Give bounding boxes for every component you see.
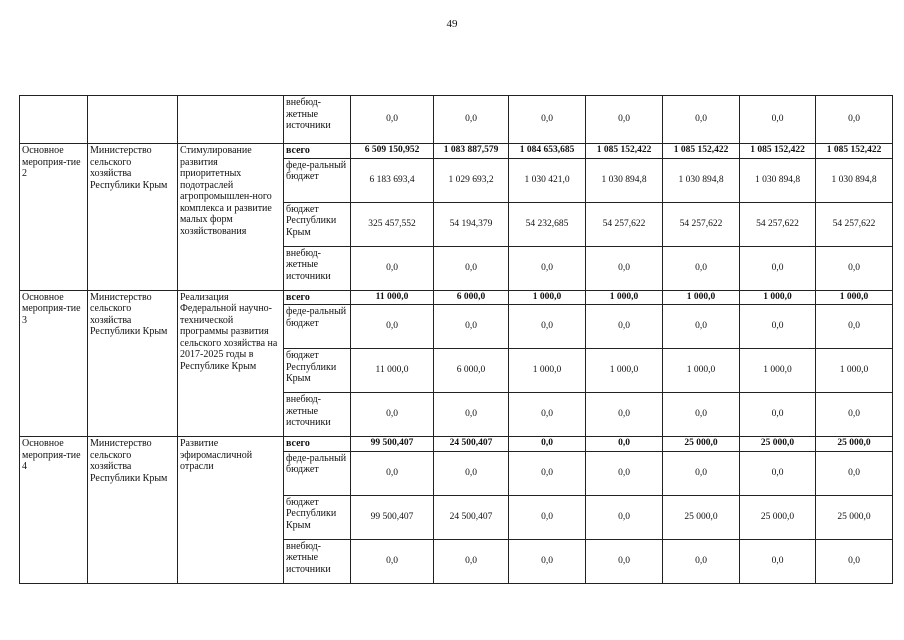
amount-cell: 6 183 693,4: [351, 158, 434, 202]
amount-cell: 1 030 894,8: [816, 158, 893, 202]
activity-name-cell: Развитие эфиромасличной отрасли: [178, 437, 284, 584]
funding-source-cell: бюджет Республики Крым: [284, 202, 351, 246]
funding-source-cell: бюджет Республики Крым: [284, 349, 351, 393]
amount-cell: 1 000,0: [509, 290, 586, 305]
amount-cell: 1 083 887,579: [434, 144, 509, 159]
amount-cell: 0,0: [351, 96, 434, 144]
amount-cell: 0,0: [663, 96, 740, 144]
amount-cell: 11 000,0: [351, 290, 434, 305]
amount-cell: 1 000,0: [586, 349, 663, 393]
funding-source-cell: феде-ральный бюджет: [284, 158, 351, 202]
amount-cell: 24 500,407: [434, 495, 509, 539]
amount-cell: 1 000,0: [663, 349, 740, 393]
amount-cell: 0,0: [509, 305, 586, 349]
funding-source-cell: внебюд-жетные источники: [284, 539, 351, 583]
amount-cell: 0,0: [816, 96, 893, 144]
amount-cell: 1 030 894,8: [663, 158, 740, 202]
amount-cell: 6 000,0: [434, 349, 509, 393]
funding-source-cell: всего: [284, 144, 351, 159]
amount-cell: 54 194,379: [434, 202, 509, 246]
amount-cell: 54 257,622: [816, 202, 893, 246]
amount-cell: 0,0: [434, 305, 509, 349]
amount-cell: 1 000,0: [586, 290, 663, 305]
amount-cell: 0,0: [816, 539, 893, 583]
amount-cell: 0,0: [509, 437, 586, 452]
event-cell: Основное мероприя-тие 4: [20, 437, 88, 584]
amount-cell: 0,0: [586, 451, 663, 495]
amount-cell: 0,0: [586, 393, 663, 437]
amount-cell: 0,0: [351, 451, 434, 495]
amount-cell: 0,0: [434, 96, 509, 144]
funding-source-cell: внебюд-жетные источники: [284, 246, 351, 290]
amount-cell: 25 000,0: [740, 495, 816, 539]
amount-cell: 0,0: [586, 539, 663, 583]
amount-cell: 24 500,407: [434, 437, 509, 452]
amount-cell: 1 000,0: [740, 349, 816, 393]
activity-name-cell: Реализация Федеральной научно-технической программы развития сельского хозяйства на 2017-2025 годы в Республике Крым: [178, 290, 284, 437]
amount-cell: 0,0: [509, 495, 586, 539]
event-cell: Основное мероприя-тие 3: [20, 290, 88, 437]
amount-cell: 1 030 894,8: [586, 158, 663, 202]
amount-cell: 0,0: [586, 437, 663, 452]
amount-cell: 54 257,622: [586, 202, 663, 246]
amount-cell: 0,0: [816, 246, 893, 290]
table-row-total: [20, 290, 893, 305]
amount-cell: 25 000,0: [816, 495, 893, 539]
table-row: [20, 96, 893, 144]
amount-cell: 0,0: [434, 246, 509, 290]
amount-cell: 0,0: [509, 246, 586, 290]
funding-source-cell: внебюд-жетные источники: [284, 393, 351, 437]
amount-cell: 1 029 693,2: [434, 158, 509, 202]
executor-cell: Министерство сельского хозяйства Республики Крым: [88, 437, 178, 584]
amount-cell: 0,0: [740, 393, 816, 437]
amount-cell: 1 030 894,8: [740, 158, 816, 202]
funding-source-cell: бюджет Республики Крым: [284, 495, 351, 539]
executor-cell: Министерство сельского хозяйства Республики Крым: [88, 290, 178, 437]
amount-cell: 0,0: [663, 451, 740, 495]
amount-cell: 1 000,0: [816, 349, 893, 393]
amount-cell: 0,0: [663, 246, 740, 290]
amount-cell: 0,0: [740, 246, 816, 290]
amount-cell: 1 084 653,685: [509, 144, 586, 159]
amount-cell: 25 000,0: [740, 437, 816, 452]
amount-cell: 0,0: [351, 246, 434, 290]
amount-cell: 0,0: [509, 96, 586, 144]
amount-cell: 0,0: [663, 305, 740, 349]
amount-cell: 1 000,0: [663, 290, 740, 305]
amount-cell: 0,0: [509, 393, 586, 437]
amount-cell: 0,0: [586, 246, 663, 290]
amount-cell: 0,0: [509, 539, 586, 583]
amount-cell: 1 085 152,422: [663, 144, 740, 159]
amount-cell: 0,0: [434, 451, 509, 495]
amount-cell: 0,0: [509, 451, 586, 495]
amount-cell: 11 000,0: [351, 349, 434, 393]
amount-cell: 0,0: [740, 539, 816, 583]
amount-cell: 25 000,0: [663, 437, 740, 452]
amount-cell: 0,0: [586, 495, 663, 539]
executor-cell: Министерство сельского хозяйства Республики Крым: [88, 144, 178, 291]
event-cell: Основное мероприя-тие 2: [20, 144, 88, 291]
page-number: 49: [446, 18, 458, 30]
amount-cell: 0,0: [740, 451, 816, 495]
funding-source-cell: всего: [284, 290, 351, 305]
table-row-total: [20, 144, 893, 159]
amount-cell: 1 000,0: [509, 349, 586, 393]
executor-cell: [88, 96, 178, 144]
amount-cell: 99 500,407: [351, 437, 434, 452]
funding-source-cell: феде-ральный бюджет: [284, 451, 351, 495]
table-row-total: [20, 437, 893, 452]
amount-cell: 1 085 152,422: [586, 144, 663, 159]
amount-cell: 54 257,622: [740, 202, 816, 246]
amount-cell: 0,0: [434, 393, 509, 437]
amount-cell: 99 500,407: [351, 495, 434, 539]
amount-cell: 1 085 152,422: [816, 144, 893, 159]
budget-table: [19, 95, 893, 584]
amount-cell: 0,0: [434, 539, 509, 583]
activity-name-cell: [178, 96, 284, 144]
amount-cell: 1 000,0: [740, 290, 816, 305]
amount-cell: 1 085 152,422: [740, 144, 816, 159]
funding-source-cell: всего: [284, 437, 351, 452]
amount-cell: 0,0: [586, 305, 663, 349]
funding-source-cell: внебюд-жетные источники: [284, 96, 351, 144]
amount-cell: 1 000,0: [816, 290, 893, 305]
amount-cell: 6 000,0: [434, 290, 509, 305]
amount-cell: 0,0: [663, 393, 740, 437]
amount-cell: 54 257,622: [663, 202, 740, 246]
amount-cell: 0,0: [816, 393, 893, 437]
amount-cell: 325 457,552: [351, 202, 434, 246]
amount-cell: 0,0: [586, 96, 663, 144]
amount-cell: 0,0: [816, 305, 893, 349]
amount-cell: 0,0: [351, 539, 434, 583]
amount-cell: 0,0: [740, 305, 816, 349]
activity-name-cell: Стимулирование развития приоритетных подотраслей агропромышлен-ного комплекса и развитие малых форм хозяйствования: [178, 144, 284, 291]
amount-cell: 0,0: [351, 305, 434, 349]
event-cell: [20, 96, 88, 144]
amount-cell: 1 030 421,0: [509, 158, 586, 202]
amount-cell: 0,0: [663, 539, 740, 583]
amount-cell: 25 000,0: [663, 495, 740, 539]
amount-cell: 0,0: [351, 393, 434, 437]
amount-cell: 0,0: [740, 96, 816, 144]
funding-source-cell: феде-ральный бюджет: [284, 305, 351, 349]
amount-cell: 25 000,0: [816, 437, 893, 452]
amount-cell: 0,0: [816, 451, 893, 495]
amount-cell: 6 509 150,952: [351, 144, 434, 159]
amount-cell: 54 232,685: [509, 202, 586, 246]
